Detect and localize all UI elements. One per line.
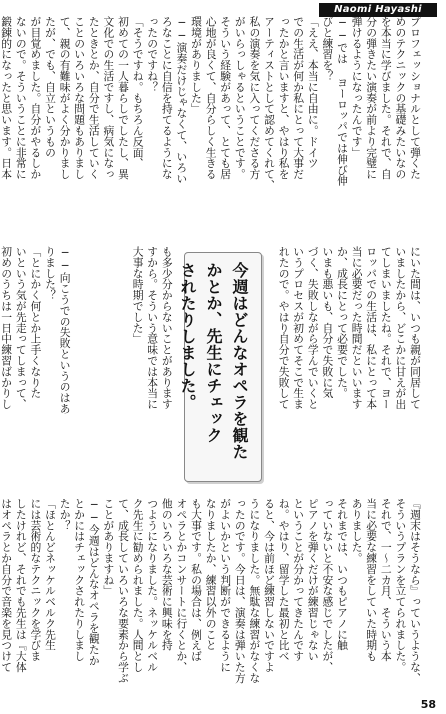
text-column: びと練習を？ <box>321 16 335 82</box>
text-column: はオペラとか自分で音楽を見つけて <box>0 498 14 673</box>
text-column: にいた間は、いつも親が同居して <box>408 246 422 410</box>
text-column: 私の演奏を気に入ってくださる方 <box>248 16 262 180</box>
text-column: ──今週はどんなオペラを観たか <box>87 498 101 666</box>
text-column: 当に必要な練習をしていた時期も <box>365 498 379 662</box>
page-number: 58 <box>420 698 436 711</box>
text-column: プロフェッショナルとして弾くた <box>408 16 422 180</box>
text-column: ことのいろいろな問題もありまし <box>73 16 87 180</box>
text-column: アーティストとして認めてくれて、 <box>262 16 276 191</box>
text-column: うになりました。無駄な練習がなくな <box>248 498 262 684</box>
text-column <box>115 246 130 488</box>
text-column: ロッパでの生活は、私にとって本 <box>365 246 379 410</box>
text-column: すから。そういう意味では本当に <box>146 246 160 410</box>
text-column: ク先生に勧められました。人間とし <box>131 498 145 673</box>
text-column: 弾けるようになったんです」 <box>350 16 364 158</box>
text-column: ピアノを弾くだけが練習じゃない <box>306 498 320 662</box>
text-column <box>86 246 101 488</box>
text-column: か、成長にとって必要でした。 <box>335 246 349 399</box>
text-column: たか？ <box>58 498 72 531</box>
text-column: つようになりました。ネッケルベル <box>146 498 160 673</box>
text-column: ──向こうでの失敗というのはあ <box>58 246 72 414</box>
text-column: ありました。 <box>350 498 364 564</box>
pull-quote-line: かとか、先生にチェック <box>204 262 223 444</box>
text-column: そういうプランを立てられました。 <box>394 498 408 673</box>
text-column: たときとか、自分で生活していく <box>87 16 101 180</box>
text-column: ったのです。今日は、演奏は弾いた方 <box>233 498 247 684</box>
text-column: りました？ <box>43 246 57 301</box>
text-column: を本当に学びました。それで、自 <box>379 16 393 180</box>
text-column: て、親の有難味がよく分かりまし <box>58 16 72 180</box>
text-column: 「ええ、本当に自由に。ドイツ <box>306 16 320 169</box>
text-column: それまでは、いつもピアノに触 <box>335 498 349 651</box>
text-column: いうプロセスが初めてそこで生ま <box>292 246 306 410</box>
author-name-header: Naomi Hayashi <box>319 3 437 17</box>
text-column: ね。やはり、留学した最初と比べ <box>277 498 291 662</box>
text-column: が目覚めました。自分がやるしか <box>29 16 43 180</box>
text-column: づく、失敗しながら学んでいくと <box>306 246 320 410</box>
text-column: いまも悪いも、自分で失敗に気 <box>321 246 335 399</box>
text-column: 「ほとんどネッケルベルク先生 <box>43 498 57 651</box>
pull-quote-line: 今週はどんなオペラを観た <box>230 262 249 460</box>
text-column: 『週末はそうなら』っていうような、 <box>408 498 422 684</box>
text-column: がよいかという判断ができるように <box>219 498 233 673</box>
text-column: たが、でも、自立というもの <box>43 16 57 158</box>
text-column: ろなことに自信を持てるようにな <box>160 16 174 180</box>
text-column: ──演奏だけじゃなくて、いろい <box>175 16 189 184</box>
text-column: 初めての一人暮らしでしたし、異 <box>116 16 130 180</box>
text-column: そういう経験があって、とても居 <box>219 16 233 180</box>
text-column: ことがありますね」 <box>102 498 116 597</box>
text-column: したけれど、それでも先生は『大体 <box>14 498 28 673</box>
text-column: ったかと言いますと、やはり私を <box>277 16 291 180</box>
text-column: いましたから、どこかに甘えが出 <box>394 246 408 410</box>
text-column: なりましたか、練習以外のこと <box>204 498 218 651</box>
text-column: ということが分かってきたんです <box>292 498 306 662</box>
text-column: それで、一〜二カ月、そういう本 <box>379 498 393 662</box>
text-column: 環境がありました」 <box>189 16 203 115</box>
text-column: ──では ヨーロッパでは伸び伸 <box>335 16 349 187</box>
text-column: 「そうですね。もちろん反面、 <box>131 16 145 169</box>
text-column <box>101 246 116 488</box>
text-column: も大事です。私の場合は、例えば <box>189 498 203 662</box>
text-column: 心地が良くて、自分らしく生きる <box>204 16 218 180</box>
text-column: 「とにかく何とか上手くなりた <box>29 246 43 399</box>
text-column: には芸術的なテクニックを学びま <box>29 498 43 662</box>
text-column: も多少分からないことがあります <box>160 246 174 410</box>
text-column: 当に必要だった時間だといいます <box>350 246 364 410</box>
text-column: てしまいましたね。それで、ヨー <box>379 246 393 410</box>
text-column: オペラとかコンサートに行くとか、 <box>175 498 189 673</box>
text-column: 大事な時期でした」 <box>131 246 145 345</box>
upper-text-block <box>0 16 422 232</box>
text-column: っていないと不安な感じでしたが、 <box>321 498 335 673</box>
text-column: ないので。そういうことに非常に <box>14 16 28 180</box>
pull-quote-line: されたりしました。 <box>178 262 197 411</box>
text-column: ったのですね？ <box>146 16 160 93</box>
text-column: 初めのうちは一日中練習ばかりし <box>0 246 14 410</box>
lower-text-block <box>0 498 422 694</box>
text-column: 分の弾きたい演奏が前より完璧に <box>365 16 379 180</box>
text-column: めのテクニックの基礎みたいなの <box>394 16 408 180</box>
text-column: いという気が先走ってしまって、 <box>14 246 28 410</box>
text-column: 他のいろいろな芸術に興味を持 <box>160 498 174 651</box>
text-column: とかにはチェックされたりしまし <box>73 498 87 662</box>
pull-quote <box>178 262 252 472</box>
text-column: て、成長していろいろな要素から学ぶ <box>116 498 130 684</box>
text-column: ると、今は前ほど練習しないですよ <box>262 498 276 673</box>
text-column: 文化での生活ですし、病気になっ <box>102 16 116 180</box>
text-column <box>72 246 87 488</box>
text-column: 鍛錬的になったと思います。日本 <box>0 16 14 180</box>
text-column: れたので。やはり自分で失敗して <box>277 246 291 410</box>
text-column: がいらっしゃるということです。 <box>233 16 247 180</box>
text-column: での生活が何か私にとって大事だ <box>292 16 306 180</box>
